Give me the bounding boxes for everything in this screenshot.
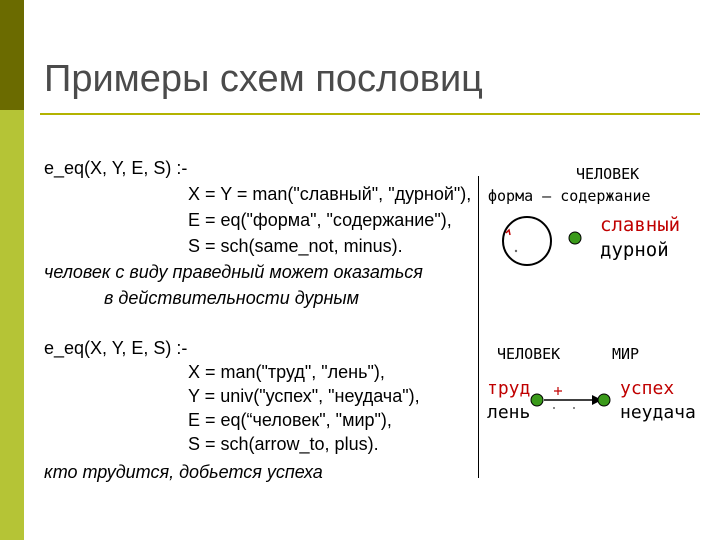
example2-rule-x: X = man("труд", "лень"), (188, 362, 385, 382)
example2-diagram-right-value1: успех (620, 378, 675, 399)
cycle-node (569, 232, 581, 244)
arrow-dot-2 (573, 407, 575, 409)
example1-proverb-line1: человек с виду праведный может оказаться (44, 262, 423, 282)
example1-diagram-value-negative: дурной (600, 239, 669, 261)
example1-diagram-value-positive: славный (600, 214, 681, 236)
plus-mark (554, 387, 562, 395)
example2-arrow-diagram (530, 386, 614, 416)
left-accent-bar (0, 0, 24, 540)
example1-cycle-diagram (480, 200, 600, 280)
example2-diagram-right-value2: неудача (620, 402, 696, 423)
column-divider (478, 176, 479, 478)
example2-proverb: кто трудится, добьется успеха (44, 462, 323, 482)
example1-rule-x: X = Y = man("славный", "дурной"), (188, 184, 472, 204)
arrow-start-node (531, 394, 543, 406)
cycle-circle (503, 217, 551, 265)
example2-rule-s: S = sch(arrow_to, plus). (188, 434, 379, 454)
example2-diagram-left-value1: труд (487, 378, 531, 399)
example1-rule-s: S = sch(same_not, minus). (188, 236, 403, 256)
example1-diagram-relation-label: форма – содержание (488, 187, 651, 205)
accent-bar-bottom (0, 110, 24, 540)
page-title: Примеры схем пословиц (44, 58, 483, 100)
title-underline (40, 113, 700, 115)
accent-bar-top (0, 0, 24, 110)
arrow-dot-1 (553, 407, 555, 409)
example1-proverb-line2: в действительности дурным (104, 288, 359, 308)
example1-rule-e: E = eq("форма", "содержание"), (188, 210, 452, 230)
example2-diagram-left-label: ЧЕЛОВЕК (497, 345, 561, 363)
arrow-end-node (598, 394, 610, 406)
example2-diagram-left-value2: лень (487, 402, 531, 423)
cycle-arrow-mark (506, 230, 510, 235)
example2-rule-head: e_eq(X, Y, E, S) :- (44, 338, 188, 358)
cycle-dot (515, 250, 517, 252)
example2-rule-y: Y = univ("успех", "неудача"), (188, 386, 420, 406)
example2-rule-e: E = eq(“человек", "мир"), (188, 410, 392, 430)
example1-diagram-top-label: ЧЕЛОВЕК (576, 165, 640, 183)
example2-diagram-right-label: МИР (612, 345, 640, 363)
example1-rule-head: e_eq(X, Y, E, S) :- (44, 158, 188, 178)
